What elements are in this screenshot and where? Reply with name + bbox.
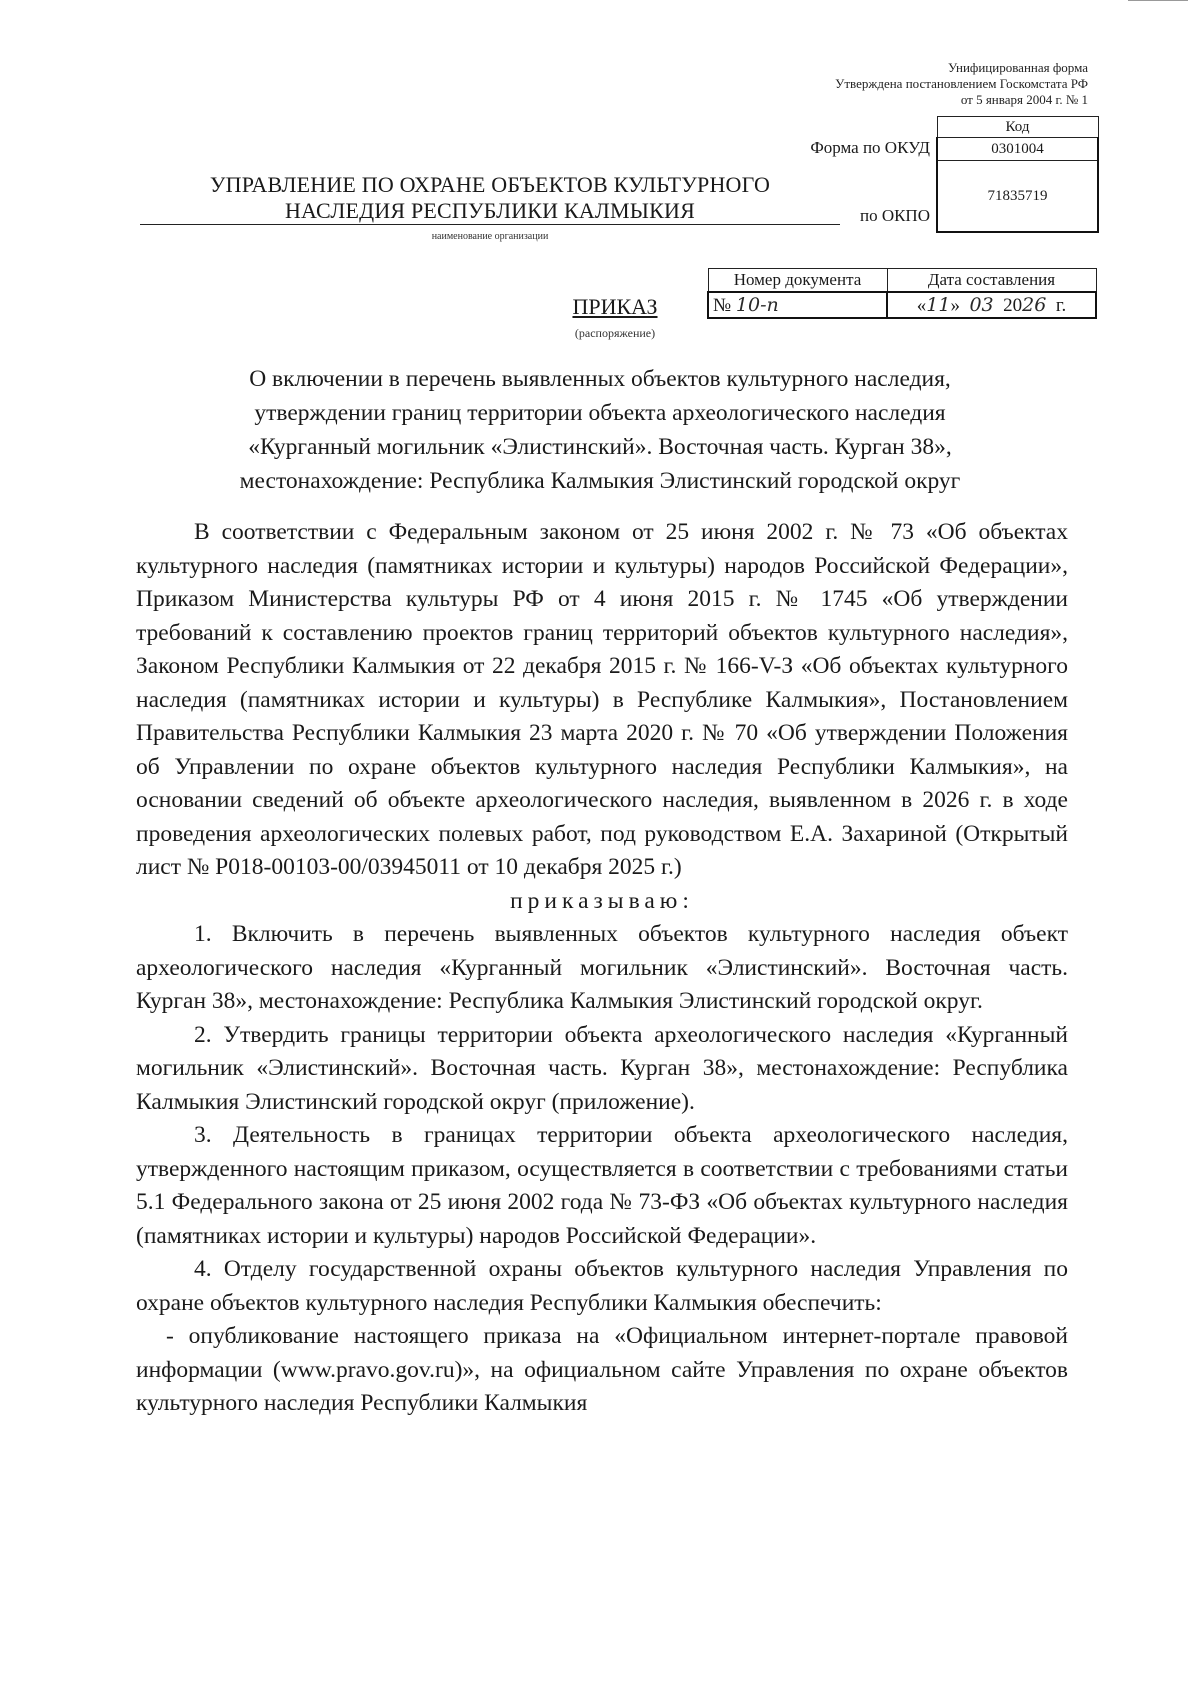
document-date: «11» 03 2026 г. xyxy=(887,292,1096,318)
order-word: приказываю: xyxy=(510,887,694,914)
form-note-line: Унифицированная форма xyxy=(947,60,1088,75)
order-item-2: 2. Утвердить границы территории объекта археологического наследия «Курганный могильник «Элистинский». Восточная часть. Курган 38», местонахождение: Республика Калмыкия Элистинский городской округ (приложение). xyxy=(136,1021,1068,1115)
form-note-line: от 5 января 2004 г. № 1 xyxy=(960,92,1088,107)
okpo-label: по ОКПО xyxy=(859,206,930,225)
code-header: Код xyxy=(937,117,1098,138)
form-note-line: Утверждена постановлением Госкомстата РФ xyxy=(835,76,1088,91)
order-item-4: 4. Отделу государственной охраны объектов культурного наследия Управления по охране объектов культурного наследия Республики Калмыкия обеспечить: xyxy=(136,1256,1068,1316)
document-number-date-table xyxy=(707,268,1097,319)
title-line: О включении в перечень выявленных объектов культурного наследия, xyxy=(249,366,951,392)
title-line: местонахождение: Республика Калмыкия Элистинский городской округ xyxy=(239,468,961,494)
title-line: утверждении границ территории объекта археологического наследия xyxy=(254,400,946,426)
handwritten-year: 26 xyxy=(1022,293,1047,316)
organization-line: НАСЛЕДИЯ РЕСПУБЛИКИ КАЛМЫКИЯ xyxy=(140,198,840,225)
year-prefix: 20 xyxy=(1003,294,1023,316)
okud-label: Форма по ОКУД xyxy=(810,138,930,157)
handwritten-number: 10-п xyxy=(735,293,779,316)
order-item-1: 1. Включить в перечень выявленных объектов культурного наследия объект археологического наследия «Курганный могильник «Элистинский». Восточная часть. Курган 38», местонахождение: Республика Калмыкия Элистинский городской округ. xyxy=(136,921,1068,1014)
okpo-value: 71835719 xyxy=(937,161,1098,233)
scan-edge-mark xyxy=(1128,0,1188,1)
date-header: Дата составления xyxy=(887,269,1096,293)
organization-caption: наименование организации xyxy=(431,231,549,242)
number-header: Номер документа xyxy=(708,269,887,293)
order-item-4-sub: - опубликование настоящего приказа на «Официальном интернет-портале правовой информации (www.pravo.gov.ru)», на официальном сайте Управления по охране объектов культурного наследия Республики Калмыкия xyxy=(136,1323,1068,1416)
code-table xyxy=(936,116,1099,233)
preamble-paragraph: В соответствии с Федеральным законом от 25 июня 2002 г. № 73 «Об объектах культурного наследия (памятниках истории и культуры) народов Российской Федерации», Приказом Министерства культуры РФ от 4 июня 2015 г. № 1745 «Об утверждении требований к составлению проектов границ территорий объектов культурного наследия», Законом Республики Калмыкия от 22 декабря 2015 г. № 166-V-З «Об объектах культурного наследия (памятниках истории и культуры) в Республике Калмыкия», Постановлением Правительства Республики Калмыкия 23 марта 2020 г. № 70 «Об утверждении Положения об Управлении по охране объектов культурного наследия Республики Калмыкия», на основании сведений об объекте археологического наследия, выявленном в 2026 г. в ходе проведения археологических полевых работ, под руководством Е.А. Захариной (Открытый лист № Р018-00103-00/03945011 от 10 декабря 2025 г.) xyxy=(136,519,1068,880)
document-type: ПРИКАЗ xyxy=(572,294,658,319)
order-item-3: 3. Деятельность в границах территории объекта археологического наследия, утвержденного настоящим приказом, осуществляется в соответствии с требованиями статьи 5.1 Федерального закона от 25 июня 2002 года № 73-ФЗ «Об объектах культурного наследия (памятниках истории и культуры) народов Российской Федерации». xyxy=(136,1122,1068,1249)
unified-form-note xyxy=(668,60,1088,108)
date-suffix: г. xyxy=(1055,294,1067,316)
document-type-sub: (распоряжение) xyxy=(574,326,656,340)
organization-name xyxy=(140,172,840,225)
title-line: «Курганный могильник «Элистинский». Восточная часть. Курган 38», xyxy=(248,434,952,460)
order-body xyxy=(136,516,1068,1421)
document-number xyxy=(708,292,887,318)
handwritten-month: 03 xyxy=(969,293,994,316)
number-prefix: № xyxy=(713,294,732,316)
handwritten-day: 11 xyxy=(926,293,951,316)
organization-line: УПРАВЛЕНИЕ ПО ОХРАНЕ ОБЪЕКТОВ КУЛЬТУРНОГО xyxy=(209,172,771,197)
okud-value: 0301004 xyxy=(937,138,1098,161)
order-title xyxy=(140,362,1060,498)
